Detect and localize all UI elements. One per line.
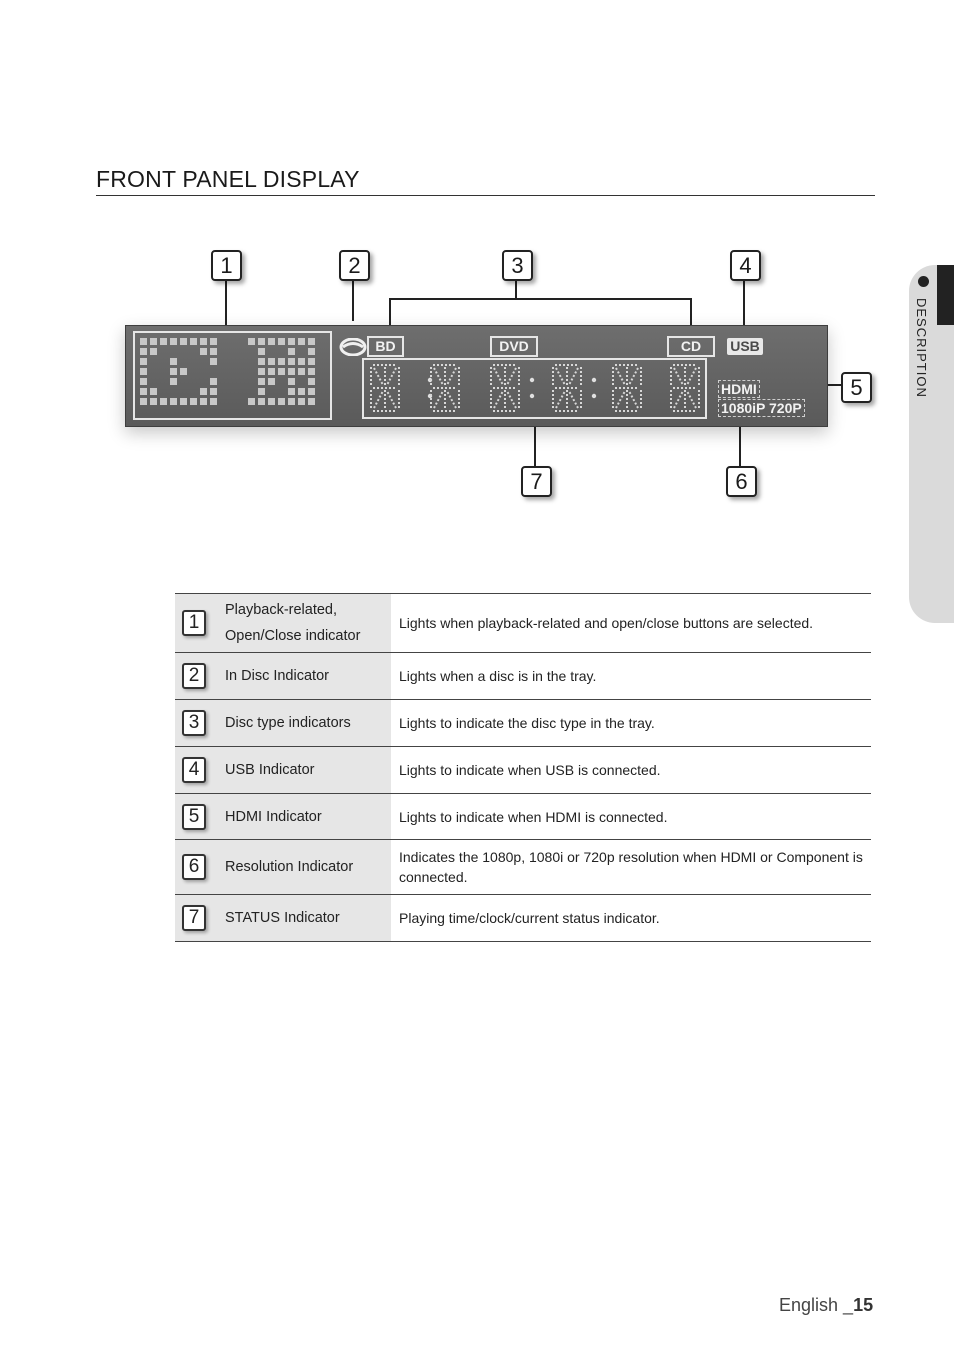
matrix-dot — [210, 368, 217, 375]
matrix-dot — [248, 388, 255, 395]
leader-line-1 — [225, 277, 227, 329]
matrix-dot — [200, 398, 207, 405]
matrix-dot — [308, 368, 315, 375]
indicator-name: Playback-related, Open/Close indicator — [221, 594, 391, 653]
indicator-name: USB Indicator — [221, 747, 391, 794]
matrix-dot — [200, 348, 207, 355]
matrix-dot — [150, 358, 157, 365]
matrix-dot — [248, 398, 255, 405]
matrix-dot — [190, 338, 197, 345]
dvd-indicator: DVD — [490, 336, 538, 357]
row-number-cell — [175, 840, 221, 895]
matrix-dot — [210, 358, 217, 365]
matrix-dot — [238, 368, 245, 375]
indicator-description: Lights to indicate when USB is connected. — [391, 747, 871, 794]
row-number-cell — [175, 653, 221, 700]
matrix-dot — [248, 358, 255, 365]
playback-dot-matrix-left — [140, 338, 217, 405]
callout-2: 2 — [339, 250, 370, 281]
matrix-dot — [170, 368, 177, 375]
matrix-dot — [170, 388, 177, 395]
matrix-dot — [258, 368, 265, 375]
footer-language: English _ — [779, 1295, 854, 1315]
colon-dot — [530, 378, 534, 382]
matrix-dot — [308, 358, 315, 365]
matrix-dot — [170, 378, 177, 385]
resolution-indicator: 1080iP 720P — [718, 399, 805, 417]
matrix-dot — [268, 358, 275, 365]
playback-dot-matrix-right — [238, 338, 315, 405]
bd-indicator: BD — [367, 336, 404, 357]
matrix-dot — [140, 378, 147, 385]
row-number: 3 — [182, 710, 206, 736]
matrix-dot — [238, 358, 245, 365]
matrix-dot — [210, 388, 217, 395]
indicator-table — [175, 593, 871, 942]
indicator-description: Indicates the 1080p, 1080i or 720p resolution when HDMI or Component is connected. — [391, 840, 871, 895]
matrix-dot — [298, 368, 305, 375]
matrix-dot — [288, 348, 295, 355]
matrix-dot — [150, 338, 157, 345]
matrix-dot — [298, 388, 305, 395]
callout-5: 5 — [841, 372, 872, 403]
indicator-name: HDMI Indicator — [221, 794, 391, 840]
page-footer — [779, 1295, 873, 1316]
matrix-dot — [258, 338, 265, 345]
matrix-dot — [248, 338, 255, 345]
callout-4: 4 — [730, 250, 761, 281]
matrix-dot — [238, 338, 245, 345]
matrix-dot — [140, 368, 147, 375]
matrix-dot — [170, 348, 177, 355]
matrix-dot — [180, 348, 187, 355]
matrix-dot — [180, 338, 187, 345]
row-number: 6 — [182, 854, 206, 880]
matrix-dot — [180, 378, 187, 385]
matrix-dot — [268, 398, 275, 405]
page-number: 15 — [853, 1295, 874, 1315]
matrix-dot — [238, 388, 245, 395]
matrix-dot — [288, 398, 295, 405]
matrix-dot — [268, 348, 275, 355]
colon-dot — [592, 394, 596, 398]
matrix-dot — [308, 348, 315, 355]
matrix-dot — [140, 388, 147, 395]
table-row — [175, 895, 871, 942]
matrix-dot — [298, 378, 305, 385]
matrix-dot — [160, 338, 167, 345]
matrix-dot — [258, 398, 265, 405]
indicator-description: Lights when a disc is in the tray. — [391, 653, 871, 700]
matrix-dot — [160, 368, 167, 375]
matrix-dot — [238, 398, 245, 405]
matrix-dot — [210, 348, 217, 355]
matrix-dot — [258, 358, 265, 365]
callout-6: 6 — [726, 466, 757, 497]
callout-7: 7 — [521, 466, 552, 497]
matrix-dot — [160, 378, 167, 385]
matrix-dot — [278, 338, 285, 345]
matrix-dot — [140, 338, 147, 345]
status-digit — [613, 365, 641, 411]
matrix-dot — [150, 348, 157, 355]
matrix-dot — [160, 348, 167, 355]
table-row — [175, 594, 871, 653]
matrix-dot — [248, 348, 255, 355]
matrix-dot — [140, 348, 147, 355]
matrix-dot — [150, 388, 157, 395]
vfd-panel — [125, 325, 828, 427]
matrix-dot — [200, 388, 207, 395]
hdmi-indicator: HDMI — [718, 380, 760, 398]
disc-in-icon — [339, 338, 367, 356]
indicator-name: In Disc Indicator — [221, 653, 391, 700]
matrix-dot — [248, 368, 255, 375]
matrix-dot — [268, 368, 275, 375]
bracket-line-3 — [389, 298, 692, 300]
matrix-dot — [248, 378, 255, 385]
matrix-dot — [258, 348, 265, 355]
matrix-dot — [238, 348, 245, 355]
matrix-dot — [210, 378, 217, 385]
matrix-dot — [170, 338, 177, 345]
indicator-name: STATUS Indicator — [221, 895, 391, 942]
side-tab-label: DESCRIPTION — [914, 298, 929, 398]
matrix-dot — [288, 338, 295, 345]
row-number: 5 — [182, 804, 206, 830]
matrix-dot — [268, 388, 275, 395]
status-digit — [431, 365, 459, 411]
indicator-name: Resolution Indicator — [221, 840, 391, 895]
indicator-name: Disc type indicators — [221, 700, 391, 747]
usb-indicator: USB — [727, 338, 763, 355]
table-row — [175, 653, 871, 700]
matrix-dot — [278, 368, 285, 375]
matrix-dot — [288, 368, 295, 375]
row-number: 7 — [182, 905, 206, 931]
indicator-description: Playing time/clock/current status indicator. — [391, 895, 871, 942]
matrix-dot — [190, 368, 197, 375]
indicator-description: Lights to indicate when HDMI is connected. — [391, 794, 871, 840]
status-digit — [491, 365, 519, 411]
matrix-dot — [200, 338, 207, 345]
matrix-dot — [288, 388, 295, 395]
matrix-dot — [210, 338, 217, 345]
indicator-description: Lights to indicate the disc type in the tray. — [391, 700, 871, 747]
status-digit — [553, 365, 581, 411]
matrix-dot — [238, 378, 245, 385]
matrix-dot — [278, 388, 285, 395]
matrix-dot — [308, 388, 315, 395]
page-title: FRONT PANEL DISPLAY — [96, 166, 360, 192]
indicator-description: Lights when playback-related and open/close buttons are selected. — [391, 594, 871, 653]
matrix-dot — [160, 388, 167, 395]
leader-line-2 — [352, 277, 354, 321]
status-segment-digits — [366, 363, 706, 415]
matrix-dot — [170, 398, 177, 405]
matrix-dot — [308, 398, 315, 405]
matrix-dot — [278, 348, 285, 355]
row-number-cell — [175, 895, 221, 942]
row-number: 2 — [182, 663, 206, 689]
matrix-dot — [258, 378, 265, 385]
colon-dot — [592, 378, 596, 382]
cd-indicator: CD — [667, 336, 715, 357]
callout-3: 3 — [502, 250, 533, 281]
matrix-dot — [150, 378, 157, 385]
row-number-cell — [175, 794, 221, 840]
matrix-dot — [190, 388, 197, 395]
callout-1: 1 — [211, 250, 242, 281]
matrix-dot — [278, 358, 285, 365]
row-number-cell — [175, 747, 221, 794]
matrix-dot — [298, 398, 305, 405]
matrix-dot — [308, 338, 315, 345]
matrix-dot — [210, 398, 217, 405]
matrix-dot — [298, 338, 305, 345]
matrix-dot — [298, 358, 305, 365]
matrix-dot — [160, 358, 167, 365]
matrix-dot — [180, 368, 187, 375]
matrix-dot — [278, 378, 285, 385]
status-digit — [371, 365, 399, 411]
table-row — [175, 700, 871, 747]
table-row — [175, 840, 871, 895]
matrix-dot — [180, 358, 187, 365]
colon-dot — [530, 394, 534, 398]
matrix-dot — [278, 398, 285, 405]
matrix-dot — [190, 358, 197, 365]
row-number: 1 — [182, 610, 206, 636]
matrix-dot — [140, 398, 147, 405]
matrix-dot — [200, 378, 207, 385]
status-digit — [671, 365, 699, 411]
matrix-dot — [180, 388, 187, 395]
matrix-dot — [268, 378, 275, 385]
matrix-dot — [190, 398, 197, 405]
row-number: 4 — [182, 757, 206, 783]
matrix-dot — [308, 378, 315, 385]
row-number-cell — [175, 594, 221, 653]
matrix-dot — [140, 358, 147, 365]
matrix-dot — [200, 368, 207, 375]
matrix-dot — [288, 378, 295, 385]
matrix-dot — [170, 358, 177, 365]
table-row — [175, 794, 871, 840]
matrix-dot — [298, 348, 305, 355]
front-panel-diagram — [0, 0, 954, 560]
matrix-dot — [150, 398, 157, 405]
matrix-dot — [268, 338, 275, 345]
matrix-dot — [180, 398, 187, 405]
matrix-dot — [200, 358, 207, 365]
matrix-dot — [190, 348, 197, 355]
matrix-dot — [258, 388, 265, 395]
matrix-dot — [190, 378, 197, 385]
matrix-dot — [150, 368, 157, 375]
matrix-dot — [288, 358, 295, 365]
row-number-cell — [175, 700, 221, 747]
matrix-dot — [160, 398, 167, 405]
table-row — [175, 747, 871, 794]
